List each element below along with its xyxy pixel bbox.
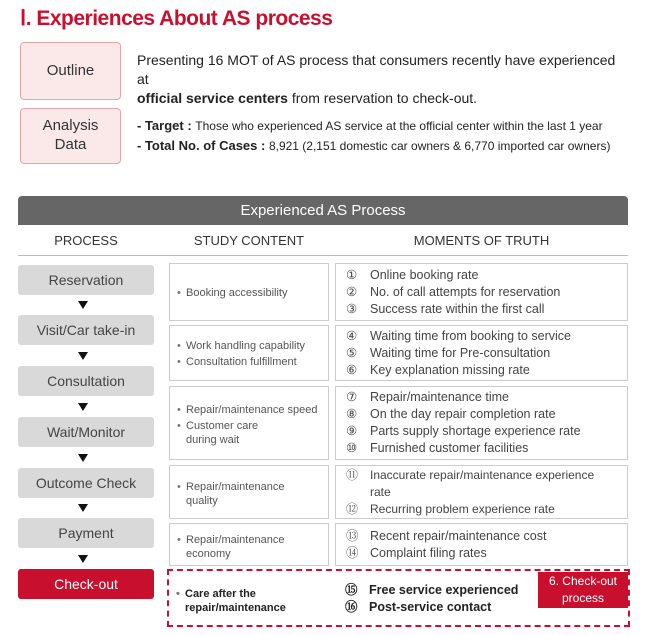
- study-box-2: [169, 325, 329, 381]
- mot-box-4: [335, 465, 628, 519]
- mot-num: ②: [346, 284, 358, 299]
- header-divider: [18, 255, 628, 256]
- mot-num: ③: [346, 301, 358, 316]
- mot-text: Parts supply shortage experience rate: [370, 424, 581, 438]
- target-label: - Target :: [137, 118, 196, 133]
- study-item-cont: economy: [186, 547, 231, 560]
- outline-text-end: from reservation to check-out.: [287, 90, 478, 106]
- analysis-label: [20, 108, 121, 164]
- study-item-cont: during wait: [186, 434, 240, 446]
- step-consultation: Consultation: [18, 366, 154, 396]
- process-header: PROCESS: [54, 233, 118, 248]
- study-item: • Repair/maintenance: [186, 532, 320, 548]
- study-item-cont: repair/maintenance: [185, 602, 286, 614]
- study-box-3: [169, 386, 329, 460]
- study-item: • Booking accessibility: [186, 285, 320, 301]
- mot-item: [346, 440, 617, 457]
- step-wait: Wait/Monitor: [18, 417, 154, 447]
- checkout-callout: [538, 572, 628, 608]
- cases-value: 8,921 (2,151 domestic car owners & 6,770 imported car owners): [268, 139, 611, 153]
- mot-text: Free service experienced: [369, 583, 519, 597]
- mot-item: [346, 328, 617, 345]
- mot-num: ④: [346, 328, 358, 343]
- mot-item: [346, 267, 617, 284]
- mot-num: ⑤: [346, 345, 358, 360]
- study-box-4: [169, 465, 329, 519]
- mot-item: [346, 545, 617, 562]
- study-item: • Repair/maintenance speed: [186, 402, 320, 418]
- down-arrow-icon: [78, 352, 88, 360]
- mot-num: ⑧: [346, 407, 358, 421]
- mot-text: Waiting time for Pre-consultation: [370, 345, 551, 360]
- mot-text: Inaccurate repair/maintenance experience rate: [370, 467, 595, 499]
- mot-text: Furnished customer facilities: [370, 441, 529, 455]
- mot-item: [346, 284, 617, 301]
- mot-item: [346, 389, 617, 406]
- target-value: Those who experienced AS service at the official center within the last 1 year: [195, 119, 603, 133]
- mot-box-3: [335, 386, 628, 460]
- mot-box-2: [335, 325, 628, 381]
- mot-item: [346, 406, 617, 423]
- down-arrow-icon: [78, 504, 88, 512]
- mot-box-5: [335, 523, 628, 566]
- mot-item: [346, 301, 617, 318]
- mot-num: ⑨: [346, 424, 358, 438]
- study-item: • Consultation fulfillment: [186, 354, 320, 370]
- callout-text: 6. Check-out process: [548, 574, 618, 605]
- mot-num: ⑮: [345, 583, 358, 597]
- outline-label: Outline: [20, 42, 121, 100]
- mot-num: ⑯: [345, 600, 358, 614]
- study-item-cont: quality: [186, 495, 218, 507]
- mot-item: [346, 528, 617, 545]
- mot-num: ⑥: [346, 362, 358, 377]
- mot-text: Key explanation missing rate: [370, 362, 530, 377]
- mot-item: [346, 423, 617, 440]
- mot-item: [346, 345, 617, 362]
- analysis-text: [137, 116, 637, 156]
- mot-num: ⑦: [346, 390, 358, 404]
- outline-text-bold: official service centers: [137, 90, 288, 106]
- study-item: • Care after the: [185, 586, 321, 602]
- study-item: • Repair/maintenance: [186, 479, 320, 495]
- mot-item: [346, 467, 617, 501]
- mot-num: ⑪: [346, 467, 359, 482]
- mot-num: ⑭: [346, 545, 359, 560]
- mot-header: MOMENTS OF TRUTH: [413, 233, 550, 248]
- outline-text-part: Presenting 16 MOT of AS process that consumers recently have experienced at: [137, 52, 616, 87]
- cases-label: - Total No. of Cases :: [137, 138, 269, 153]
- process-banner: Experienced AS Process: [18, 196, 628, 225]
- study-box-5: [169, 523, 329, 566]
- mot-item: [346, 362, 617, 379]
- study-item: • Work handling capability: [186, 338, 320, 354]
- mot-text: Post-service contact: [369, 600, 492, 614]
- mot-text: Recent repair/maintenance cost: [370, 528, 547, 543]
- mot-text: On the day repair completion rate: [370, 407, 556, 421]
- mot-text: Online booking rate: [370, 267, 479, 282]
- mot-text: Recurring problem experience rate: [370, 501, 555, 516]
- mot-num: ⑬: [346, 528, 359, 543]
- mot-text: Complaint filing rates: [370, 545, 487, 560]
- mot-item: [346, 501, 617, 518]
- page-title: Ⅰ. Experiences About AS process: [20, 7, 333, 30]
- down-arrow-icon: [78, 454, 88, 462]
- mot-text: Repair/maintenance time: [370, 390, 509, 404]
- mot-text: Success rate within the first call: [370, 301, 545, 316]
- down-arrow-icon: [78, 403, 88, 411]
- down-arrow-icon: [78, 555, 88, 563]
- down-arrow-icon: [78, 301, 88, 309]
- step-checkout: Check-out: [18, 569, 154, 599]
- step-outcome: Outcome Check: [18, 468, 154, 498]
- study-item: • Customer care: [186, 418, 320, 434]
- step-visit: Visit/Car take-in: [18, 315, 154, 345]
- outline-text: [137, 51, 627, 108]
- mot-num: ⑫: [346, 501, 359, 516]
- step-payment: Payment: [18, 518, 154, 548]
- mot-box-1: [335, 263, 628, 321]
- study-box-1: [169, 263, 329, 321]
- mot-num: ⑩: [346, 441, 358, 455]
- mot-text: No. of call attempts for reservation: [370, 284, 561, 299]
- mot-text: Waiting time from booking to service: [370, 328, 572, 343]
- analysis-label-text: Analysis Data: [42, 117, 99, 153]
- step-reservation: Reservation: [18, 265, 154, 295]
- mot-num: ①: [346, 267, 358, 282]
- study-header: STUDY CONTENT: [193, 233, 305, 248]
